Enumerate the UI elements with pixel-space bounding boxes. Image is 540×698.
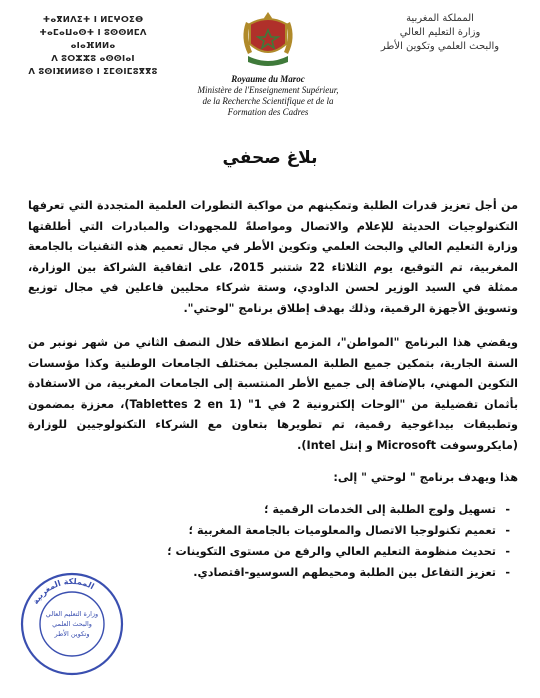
coat-of-arms-icon	[238, 10, 298, 72]
arabic-header	[360, 12, 520, 54]
body-paragraph: من أجل تعزيز قدرات الطلبة وتمكينهم من مواكبة التطورات العلمية المتجددة التي تعرفها التكنولوجيات الحديثة للإعلام والاتصال ومواصلةً للمجهودات والمبادرات التي أطلقتها وزارة التعليم العالي والبحث العلمي وتكوين الأطر في مجال تعميم هذه التقنيات بالجامعة المغربية، تم التوقيع، يوم الثلاثاء 22 شتنبر 2015، على اتفاقية الشراكة بين الوزارة، ممثلة في السيد الوزير لحسن الداودي، وستة شركاء محليين فاعلين في مجال توزيع وتسويق الأجهزة الرقمية، وذلك بهدف إطلاق برنامج "لوحتي".	[28, 199, 518, 315]
tifinagh-header	[18, 14, 168, 79]
aims-heading: هذا ويهدف برنامج " لوحتي " إلى:	[333, 471, 518, 484]
french-header	[150, 74, 386, 118]
stamp-outer-text: المملكة المغربية	[30, 576, 96, 606]
tifinagh-line: ⵜⴰⴳⵍⴷⵉⵜ ⵏ ⵍⵎⵖⵔⵉⴱ	[42, 15, 144, 25]
arabic-header-line: المملكة المغربية	[406, 13, 474, 24]
stamp-inner-line: وزارة التعليم العالي	[45, 610, 99, 618]
stamp-inner-line: والبحث العلمي	[52, 620, 92, 628]
document-title: بلاغ صحفي	[222, 148, 318, 168]
tifinagh-line: ⴷ ⵓⵔⵣⵣⵓ ⴰⵙⵙⵏⴰⵏ	[51, 54, 135, 64]
arabic-header-line: والبحث العلمي وتكوين الأطر	[380, 41, 500, 52]
french-header-line: de la Recherche Scientifique et de la	[202, 96, 334, 106]
list-item: - تعزيز التفاعل بين الطلبة ومحيطهم السوسيو-اقتصادي.	[28, 562, 496, 583]
svg-text:المملكة المغربية	[31, 577, 96, 606]
body-paragraph: ويقضي هذا البرنامج "المواطن"، المزمع انطلاقه خلال النصف الثاني من شهر نونبر من السنة الجارية، بتمكين جميع الطلبة المسجلين بمختلف الجامعات الوطنية وكذا مؤسسات التكوين المهني، بالإضافة إلى جميع الأطر المنتسبة إلى الجامعات المغربية، من الاستفادة بأثمان تفضيلية من "الوحات إلكترونية 2 في 1" (Tablettes 2 en 1)، معززة بمضمون وتطبيقات بيداغوجية رقمية، تم تطويرها بتعاون مع الشركاء التكنولوجيين للوزارة (مايكروسوفت Microsoft و إنتل Intel).	[28, 336, 519, 452]
list-item: - تعميم تكنولوجيا الاتصال والمعلوميات بالجامعة المغربية ؛	[28, 520, 496, 541]
document-body	[28, 196, 518, 583]
tifinagh-line: ⵜⴰⵎⴰⵡⴰⵙⵜ ⵏ ⵓⵙⵙⵍⵎⴷ ⴰⵏⴰⴼⵍⵍⴰ	[39, 28, 147, 51]
list-item: - تسهيل ولوج الطلبة إلى الخدمات الرقمية ؛	[28, 499, 496, 520]
official-stamp	[18, 570, 126, 678]
french-header-line: Formation des Cadres	[227, 107, 309, 117]
stamp-inner-line: وتكوين الأطر	[54, 630, 90, 638]
arabic-header-line: وزارة التعليم العالي	[399, 27, 481, 38]
tifinagh-line: ⴷ ⵓⵙⵏⴼⵍⵍⵓⵙ ⵏ ⵉⵎⵙⵏⵎⵓⴳⴳⵓ	[28, 67, 158, 77]
french-header-line: Ministère de l'Enseignement Supérieur,	[197, 85, 339, 95]
french-header-line: Royaume du Maroc	[231, 74, 305, 84]
list-item: - تحديث منظومة التعليم العالي والرفع من مستوى التكوينات ؛	[28, 541, 496, 562]
